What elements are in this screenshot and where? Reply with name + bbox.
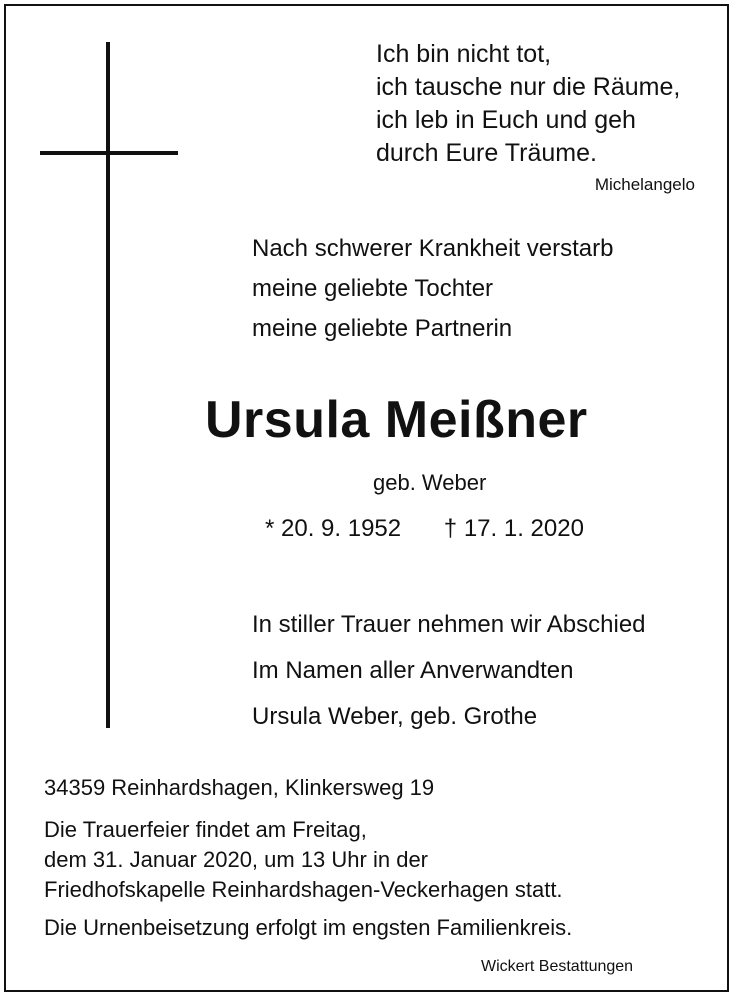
intro-line: meine geliebte Partnerin <box>252 315 513 342</box>
intro-line: Nach schwerer Krankheit verstarb <box>252 235 614 262</box>
poem <box>376 38 680 170</box>
intro-text <box>252 229 613 349</box>
undertaker-name: Wickert Bestattungen <box>481 958 634 975</box>
life-dates <box>265 515 584 543</box>
poem-author: Michelangelo <box>594 175 695 194</box>
address: 34359 Reinhardshagen, Klinkersweg 19 <box>44 775 435 800</box>
cross-symbol-vertical <box>106 42 110 728</box>
deceased-name: Ursula Meißner <box>205 391 588 449</box>
ceremony-line: Die Trauerfeier findet am Freitag, <box>44 817 367 842</box>
mourners-line: Im Namen aller Anverwandten <box>252 657 574 684</box>
ceremony-line: dem 31. Januar 2020, um 13 Uhr in der <box>44 847 429 872</box>
poem-line: ich leb in Euch und geh <box>376 106 636 134</box>
birth-date: * 20. 9. 1952 <box>265 515 402 542</box>
intro-line: meine geliebte Tochter <box>252 275 494 302</box>
birth-name: geb. Weber <box>373 470 487 495</box>
poem-line: durch Eure Träume. <box>376 139 597 167</box>
mourners-line: In stiller Trauer nehmen wir Abschied <box>252 611 646 638</box>
cross-symbol-horizontal <box>40 151 178 155</box>
poem-line: Ich bin nicht tot, <box>376 40 552 68</box>
mourners-line: Ursula Weber, geb. Grothe <box>252 703 538 730</box>
death-date: † 17. 1. 2020 <box>443 515 584 542</box>
poem-line: ich tausche nur die Räume, <box>376 73 681 101</box>
urn-burial-info: Die Urnenbeisetzung erfolgt im engsten Familienkreis. <box>44 915 573 940</box>
ceremony-info <box>44 815 563 905</box>
mourners <box>252 608 646 746</box>
ceremony-line: Friedhofskapelle Reinhardshagen-Veckerhagen statt. <box>44 877 563 902</box>
